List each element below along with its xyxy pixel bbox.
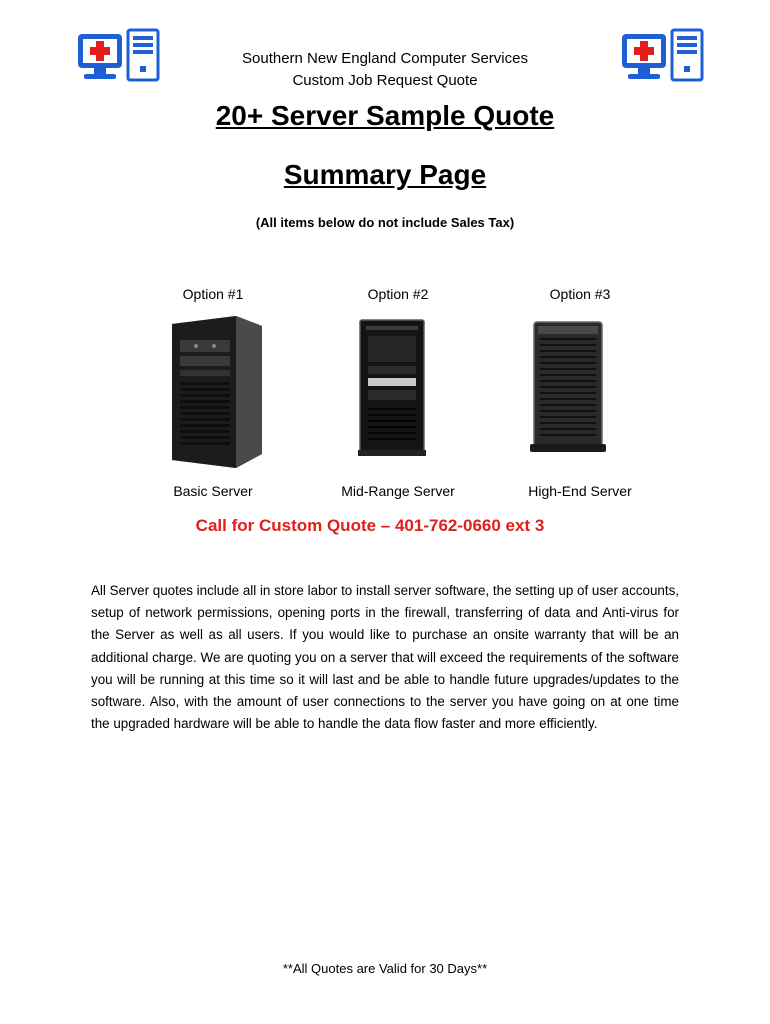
tax-note: (All items below do not include Sales Tax) <box>255 215 515 230</box>
tower-server-highend-icon <box>528 320 608 454</box>
document-subtitle: Custom Job Request Quote <box>292 72 478 89</box>
option-2-name: Mid-Range Server <box>341 483 455 499</box>
option-3-name: High-End Server <box>528 483 632 499</box>
page-title: 20+ Server Sample Quote <box>215 100 555 131</box>
tower-server-basic-icon <box>166 314 266 470</box>
call-to-action: Call for Custom Quote – 401-762-0660 ext 3 <box>195 516 545 535</box>
option-3-label: Option #3 <box>549 286 611 302</box>
option-2-label: Option #2 <box>367 286 429 302</box>
option-1-label: Option #1 <box>182 286 244 302</box>
validity-note: **All Quotes are Valid for 30 Days** <box>282 961 488 976</box>
quote-description: All Server quotes include all in store labor to install server software, the setting up of user accounts, setup of network permissions, opening ports in the firewall, transferring of data and Anti-virus for the Server as well as all users. If you would like to purchase an onsite warranty that will be an additional charge. We are quoting you on a server that will exceed the requirements of the software you will be running at this time so it will last and be able to handle future upgrades/updates to the software. Also, with the amount of user connections to the server you have going on at one time the upgraded hardware will be able to handle the data flow faster and more efficiently. <box>91 583 679 732</box>
summary-heading: Summary Page <box>283 159 487 190</box>
option-1-name: Basic Server <box>173 483 253 499</box>
company-name: Southern New England Computer Services <box>242 50 528 67</box>
tower-server-midrange-icon <box>356 318 428 458</box>
